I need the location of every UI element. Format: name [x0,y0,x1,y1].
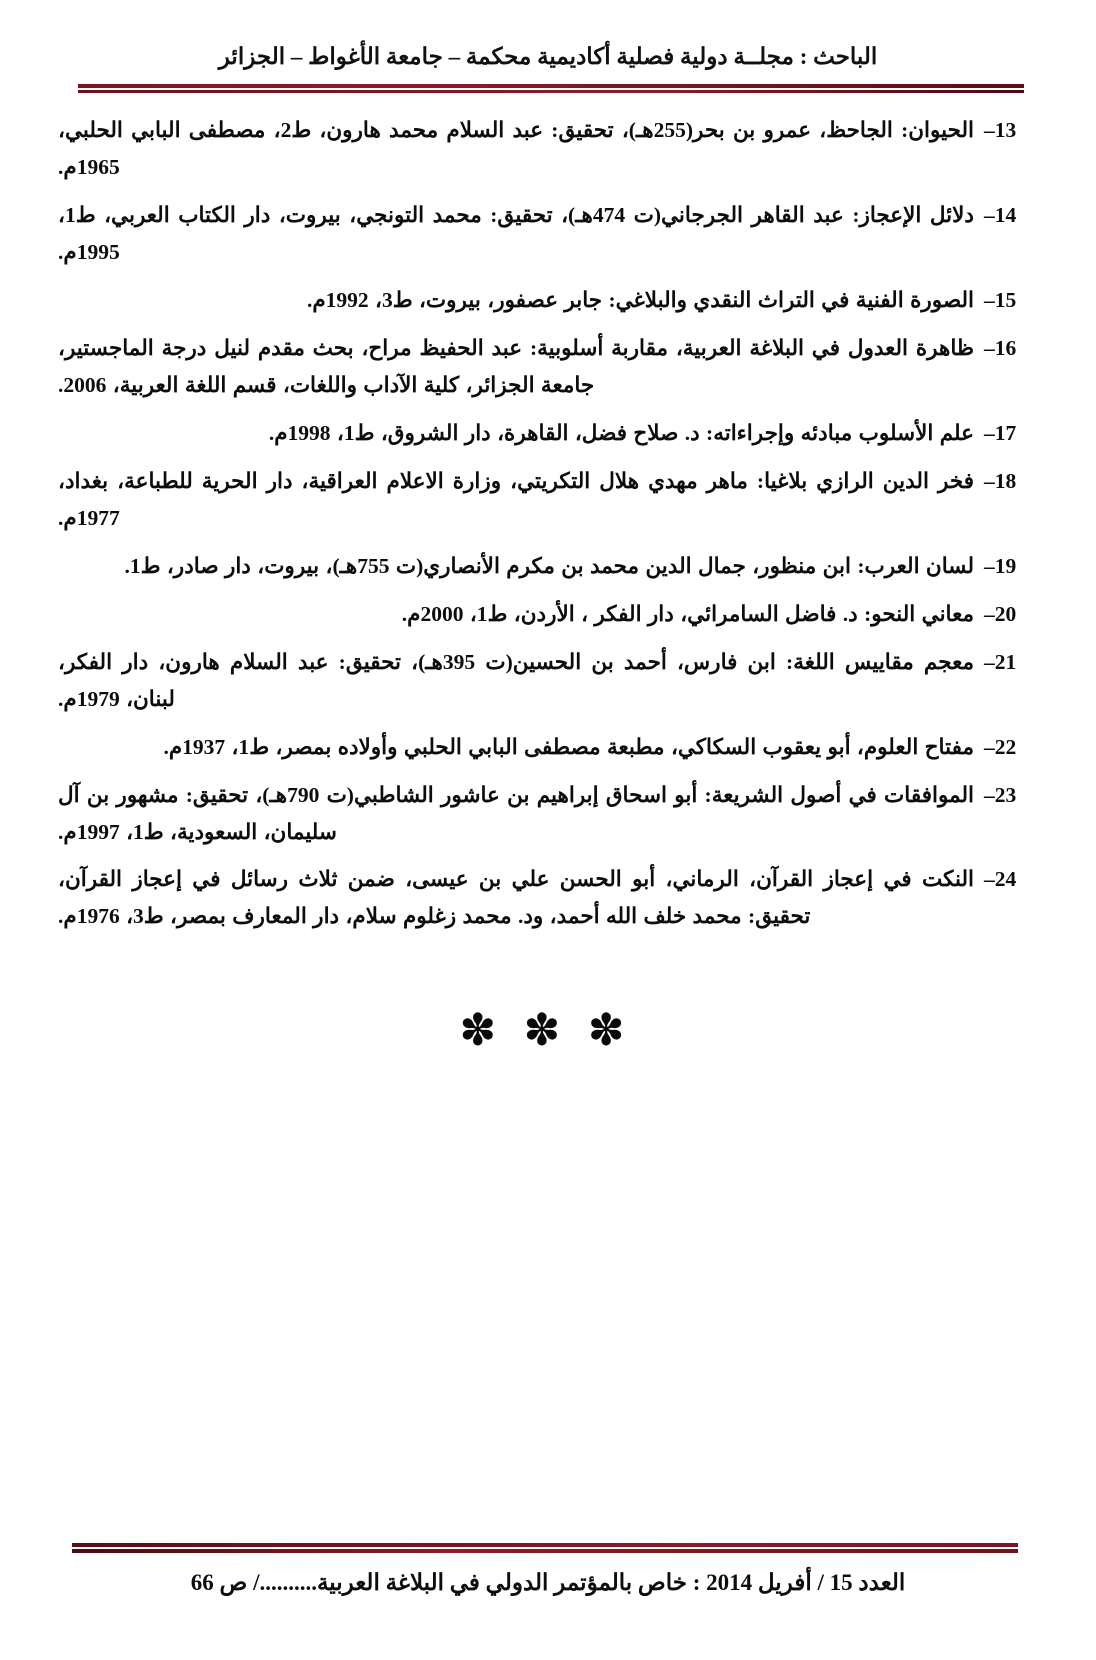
bibliography-entry-text: ظاهرة العدول في البلاغة العربية، مقاربة أسلوبية: عبد الحفيظ مراح، بحث مقدم لنيل درجة الماجستير، جامعة الجزائر، كلية الآداب واللغات، قسم اللغة العربية، 2006. [58,335,974,397]
bibliography-entry-text: لسان العرب: ابن منظور، جمال الدين محمد بن مكرم الأنصاري(ت 755هـ)، بيروت، دار صادر، ط1. [124,553,974,578]
footer-issue-and-page: العدد 15 / أفريل 2014 : خاص بالمؤتمر الدولي في البلاغة العربية........../ ص 66 [190,1570,906,1595]
bibliography-entry [58,197,1032,271]
page-header [0,0,1096,94]
bibliography-entry-text: علم الأسلوب مبادئه وإجراءاته: د. صلاح فضل، القاهرة، دار الشروق، ط1، 1998م. [268,420,974,445]
bibliography-entry-text: النكت في إعجاز القرآن، الرماني، أبو الحسن علي بن عيسى، ضمن ثلاث رسائل في إعجاز القرآن، تحقيق: محمد خلف الله أحمد، ود. محمد زغلوم سلام، دار المعارف بمصر، ط3، 1976م. [58,867,974,929]
bibliography-entry-number: 16– [984,335,1017,360]
page-footer [0,1543,1096,1660]
bibliography-list [58,112,1032,935]
bibliography-entry [58,330,1032,404]
bibliography-entry [58,861,1032,935]
page-content [0,94,1096,1543]
bibliography-entry [58,415,1032,452]
bibliography-entry-number: 23– [984,782,1017,807]
bibliography-entry-number: 14– [984,202,1017,227]
bibliography-entry [58,548,1032,585]
bibliography-entry-number: 17– [984,420,1017,445]
bibliography-entry-text: مفتاح العلوم، أبو يعقوب السكاكي، مطبعة مصطفى البابي الحلبي وأولاده بمصر، ط1، 1937م. [163,734,974,759]
bibliography-entry-text: الحيوان: الجاحظ، عمرو بن بحر(255هـ)، تحقيق: عبد السلام محمد هارون، ط2، مصطفى البابي الحلبي، 1965م. [58,118,975,179]
bibliography-entry [58,596,1032,633]
bibliography-entry [58,729,1032,766]
section-separator-asterisks: ✽ ✽ ✽ [459,1005,631,1057]
bibliography-entry-number: 18– [984,468,1017,493]
bibliography-entry-text: الموافقات في أصول الشريعة: أبو اسحاق إبراهيم بن عاشور الشاطبي(ت 790هـ)، تحقيق: مشهور بن آل سليمان، السعودية، ط1، 1997م. [58,782,975,844]
bibliography-entry-text: دلائل الإعجاز: عبد القاهر الجرجاني(ت 474هـ)، تحقيق: محمد التونجي، بيروت، دار الكتاب العربي، ط1، 1995م. [58,202,974,264]
bibliography-entry-number: 22– [984,734,1017,759]
bibliography-entry-text: معجم مقاييس اللغة: ابن فارس، أحمد بن الحسين(ت 395هـ)، تحقيق: عبد السلام هارون، دار الفكر، لبنان، 1979م. [58,649,974,711]
bibliography-entry-number: 20– [984,601,1017,626]
bibliography-entry-number: 24– [984,867,1017,892]
running-head-title: الباحث : مجلــة دولية فصلية أكاديمية محكمة – جامعة الأغواط – الجزائر [218,44,878,69]
bibliography-entry-number: 19– [984,553,1017,578]
bibliography-entry-text: الصورة الفنية في التراث النقدي والبلاغي: جابر عصفور، بيروت، ط3، 1992م. [306,287,974,312]
bibliography-entry [58,463,1032,537]
bibliography-entry-text: فخر الدين الرازي بلاغيا: ماهر مهدي هلال التكريتي، وزارة الاعلام العراقية، دار الحرية للطباعة، بغداد، 1977م. [58,468,974,530]
bibliography-entry [58,282,1032,319]
bibliography-entry-number: 15– [984,287,1017,312]
bibliography-entry [58,112,1032,186]
footer-divider-rule [72,1543,1018,1554]
bibliography-entry-number: 13– [984,118,1017,142]
bibliography-entry [58,644,1032,718]
header-divider-rule [78,84,1024,94]
bibliography-entry-text: معاني النحو: د. فاضل السامرائي، دار الفكر ، الأردن، ط1، 2000م. [401,601,974,626]
bibliography-entry-number: 21– [984,649,1017,674]
bibliography-entry [58,777,1032,851]
